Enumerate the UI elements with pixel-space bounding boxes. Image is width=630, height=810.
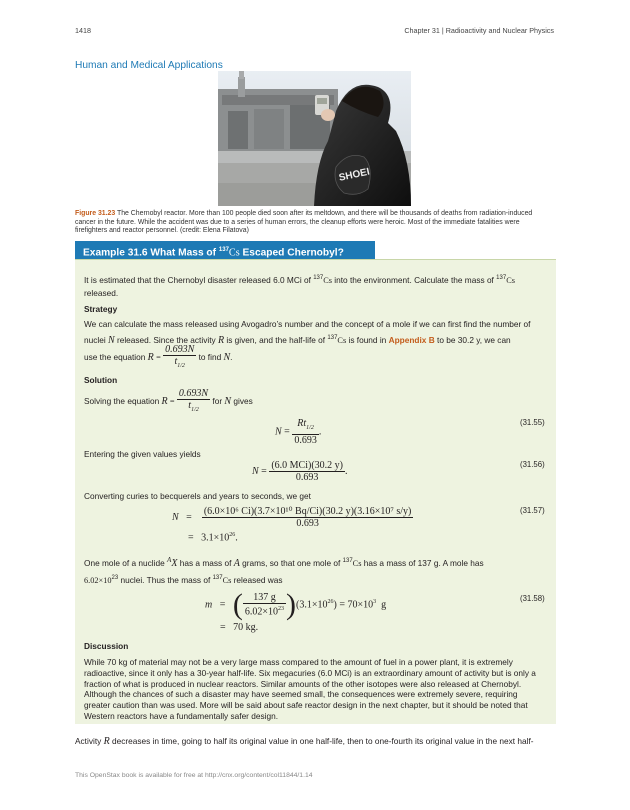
frac-num: $Rt_{1/2}$: [292, 418, 319, 435]
equation-31-56: N = $\frac{\text{(6.0 MCi)(30.2 y)}}{0.693}$ .: [252, 460, 348, 483]
unit-g: g: [381, 599, 387, 611]
example-title: [75, 241, 375, 259]
entering-text: Entering the given values yields: [84, 449, 201, 459]
example-title-elem: Cs: [228, 247, 240, 259]
cs-symbol: Cs: [323, 275, 332, 285]
mole-2a: nuclei. Thus the mass of: [118, 574, 213, 585]
mole-1b: has a mass of: [177, 557, 234, 568]
figure-caption-text: The Chernobyl reactor. More than 100 people died soon after its meltdown, and there will be thousands of deaths from radiation-induced cancer in the future. While the accident was due to a series of human errors, the cleanup efforts were heroic. Most of the immediate fatalities were firefighters and reactor personnel. (credit: Elena Filatova): [75, 210, 533, 235]
frac-num: 137 g: [243, 592, 286, 604]
figure-label: Figure 31.23: [75, 210, 116, 217]
frac-den: $t_{1/2}$: [188, 400, 199, 413]
equals: =: [169, 397, 175, 407]
chapter-title: Chapter 31 | Radioactivity and Nuclear Physics: [404, 26, 554, 35]
mole-line-2: [84, 570, 550, 589]
fraction-0693N-t12: [177, 388, 210, 416]
appendix-b-link[interactable]: Appendix B: [388, 334, 435, 345]
strategy-2c: is given, and the half-life of: [224, 334, 328, 345]
cs-symbol: Cs: [222, 575, 232, 585]
equation-31-55: N = $\frac{Rt_{1/2}}{0.693}$ .: [275, 418, 322, 446]
mole-line-1: [84, 552, 550, 572]
frac-num: (6.0×10⁶ Ci)(3.7×10¹⁰ Bq/Ci)(30.2 y)(3.16×10⁷ s/y): [203, 506, 412, 517]
fraction-Rt-0693: [292, 418, 319, 446]
intro-end: released.: [84, 288, 119, 298]
fraction-eq58: [243, 592, 286, 617]
var-N: N: [223, 352, 231, 364]
equation-31-57-result: = $3.1\times 10^{26}$.: [188, 532, 238, 544]
discussion-line: radioactive, since it only has a 30-year half-life. Six megacuries (6.0 MCi) is an extraordinary amount of activity but is only a: [84, 667, 536, 678]
body-paragraph: [75, 736, 555, 747]
var-N: N: [172, 511, 179, 523]
equation-number-31-57: (31.57): [520, 506, 545, 515]
strategy-2b: released. Since the activity: [114, 334, 218, 345]
mole-1c: grams, so that one mole of: [239, 557, 343, 568]
solution-1c: gives: [231, 396, 253, 407]
fraction-0693N-t12: [163, 344, 196, 372]
strategy-3a: use the equation: [84, 352, 148, 363]
strategy-2e: to be 30.2 y, we can: [434, 334, 511, 345]
result-mantissa: 3.1×10: [201, 532, 230, 544]
frac-den: $t_{1/2}$: [174, 356, 185, 369]
strategy-line-3: [84, 344, 550, 372]
chernobyl-photo-art: [218, 71, 411, 206]
equals: =: [284, 426, 290, 438]
fraction-eq57: [202, 506, 414, 529]
equation-number-31-55: (31.55): [520, 418, 545, 427]
discussion-text: [84, 657, 550, 722]
equals: =: [219, 599, 226, 611]
intro-b: into the environment. Calculate the mass of: [331, 274, 497, 285]
paren-open: (: [232, 588, 243, 621]
cs-mass: 137: [327, 335, 338, 341]
chernobyl-photo: [218, 71, 411, 206]
var-N: N: [275, 426, 282, 438]
solution-1a: Solving the equation: [84, 396, 162, 407]
var-X: X: [171, 557, 178, 569]
var-A: A: [233, 557, 240, 569]
discussion-line: greater caution than was used. More will be said about safe reactor design in the next chapter, but it should be noted that: [84, 700, 528, 711]
discussion-line: Western reactors have a fundamentally safer design.: [84, 710, 279, 721]
equation-number-31-58: (31.58): [520, 594, 545, 603]
equals: =: [188, 532, 194, 544]
solution-line-1: [84, 388, 550, 416]
eq58-mid: (3.1×10: [296, 599, 328, 611]
strategy-heading: Strategy: [84, 304, 118, 314]
frac-num: (6.0 MCi)(30.2 y): [271, 460, 343, 471]
strategy-2a: nuclei: [84, 334, 108, 345]
eq58-tail: ) = 70×10: [333, 599, 374, 611]
var-R: R: [147, 352, 154, 364]
equals: =: [186, 511, 192, 523]
page-number: 1418: [75, 26, 91, 35]
var-A-sup: A: [167, 556, 172, 564]
discussion-line: fraction of what is produced in nuclear reactors. Similar amounts of the other isotopes were also released at Chernobyl.: [84, 678, 522, 689]
jacket-logo: SHOEI: [337, 166, 371, 184]
var-R: R: [103, 736, 110, 747]
var-R: R: [217, 334, 225, 346]
cs-symbol: Cs: [506, 275, 515, 285]
var-N: N: [107, 334, 115, 346]
mole-1d: has a mass of 137 g. A mole has: [361, 557, 484, 568]
equals: =: [220, 622, 226, 633]
intro-a: It is estimated that the Chernobyl disaster released 6.0 MCi of: [84, 274, 314, 285]
cs-symbol: Cs: [352, 558, 362, 568]
cs-mass: 137: [342, 558, 353, 564]
equation-31-58: [205, 590, 386, 620]
equals: =: [156, 353, 161, 363]
discussion-line: Although the chances of such a disaster may have seemed small, the consequences were extremely severe, requiring: [84, 689, 518, 700]
eq58-tail-exp: 3: [373, 598, 377, 605]
solution-heading: Solution: [84, 375, 118, 385]
var-N: N: [224, 396, 232, 408]
strategy-3b: to find: [198, 352, 224, 363]
equation-number-31-56: (31.56): [520, 460, 545, 469]
body-text-a: Activity: [75, 736, 104, 746]
equation-31-58-result: [220, 622, 258, 633]
cs-mass: 137: [313, 275, 324, 281]
strategy-3c: .: [230, 352, 233, 363]
footer-note: This OpenStax book is available for free at http://cnx.org/content/col11844/1.14: [75, 772, 313, 779]
cs-symbol: Cs: [337, 335, 347, 345]
frac-num: 0.693N: [165, 344, 195, 355]
converting-text: Converting curies to becquerels and years to seconds, we get: [84, 491, 311, 501]
example-title-mass: 137: [218, 247, 229, 253]
body-text-b: decreases in time, going to half its original value in one half-life, then to one-fourth its original value in the next half-: [109, 736, 534, 746]
section-title: Human and Medical Applications: [75, 60, 223, 71]
discussion-heading: Discussion: [84, 641, 129, 651]
strategy-2d: is found in: [346, 334, 389, 345]
frac-den: 0.693: [295, 472, 319, 483]
paren-close: ): [286, 588, 297, 621]
frac-den: $6.02\times 10^{23}$: [244, 606, 285, 618]
var-N: N: [252, 465, 259, 477]
discussion-line: While 70 kg of material may not be a very large mass compared to the amount of fuel in a power plant, it is extremely: [84, 657, 513, 667]
frac-num: 0.693N: [178, 388, 209, 399]
solution-1b: for: [212, 396, 225, 407]
mole-2b: released was: [231, 574, 283, 585]
result-exponent: 26: [229, 532, 236, 538]
frac-den: 0.693: [296, 518, 319, 529]
equals: =: [261, 465, 267, 477]
result-70kg: 70 kg.: [233, 622, 259, 633]
var-R: R: [161, 396, 168, 408]
var-m: m: [205, 599, 213, 611]
fraction-eq56: [269, 460, 345, 483]
cs-mass: 137: [496, 275, 507, 281]
equation-31-57: [172, 506, 413, 529]
example-title-post: Escaped Chernobyl?: [239, 247, 344, 259]
mole-1a: One mole of a nuclide: [84, 557, 168, 568]
avogadro-mantissa: 6.02×10: [84, 575, 112, 585]
figure-caption: [75, 210, 553, 236]
cs-mass: 137: [212, 575, 223, 581]
example-title-pre: Example 31.6 What Mass of: [83, 247, 219, 259]
avogadro-exponent: 23: [111, 575, 119, 581]
eq58-mid-exp: 26: [327, 598, 334, 605]
frac-den: 0.693: [294, 435, 317, 446]
strategy-line-1: We can calculate the mass released using Avogadro’s number and the concept of a mole if we can first find the number of: [84, 319, 531, 329]
